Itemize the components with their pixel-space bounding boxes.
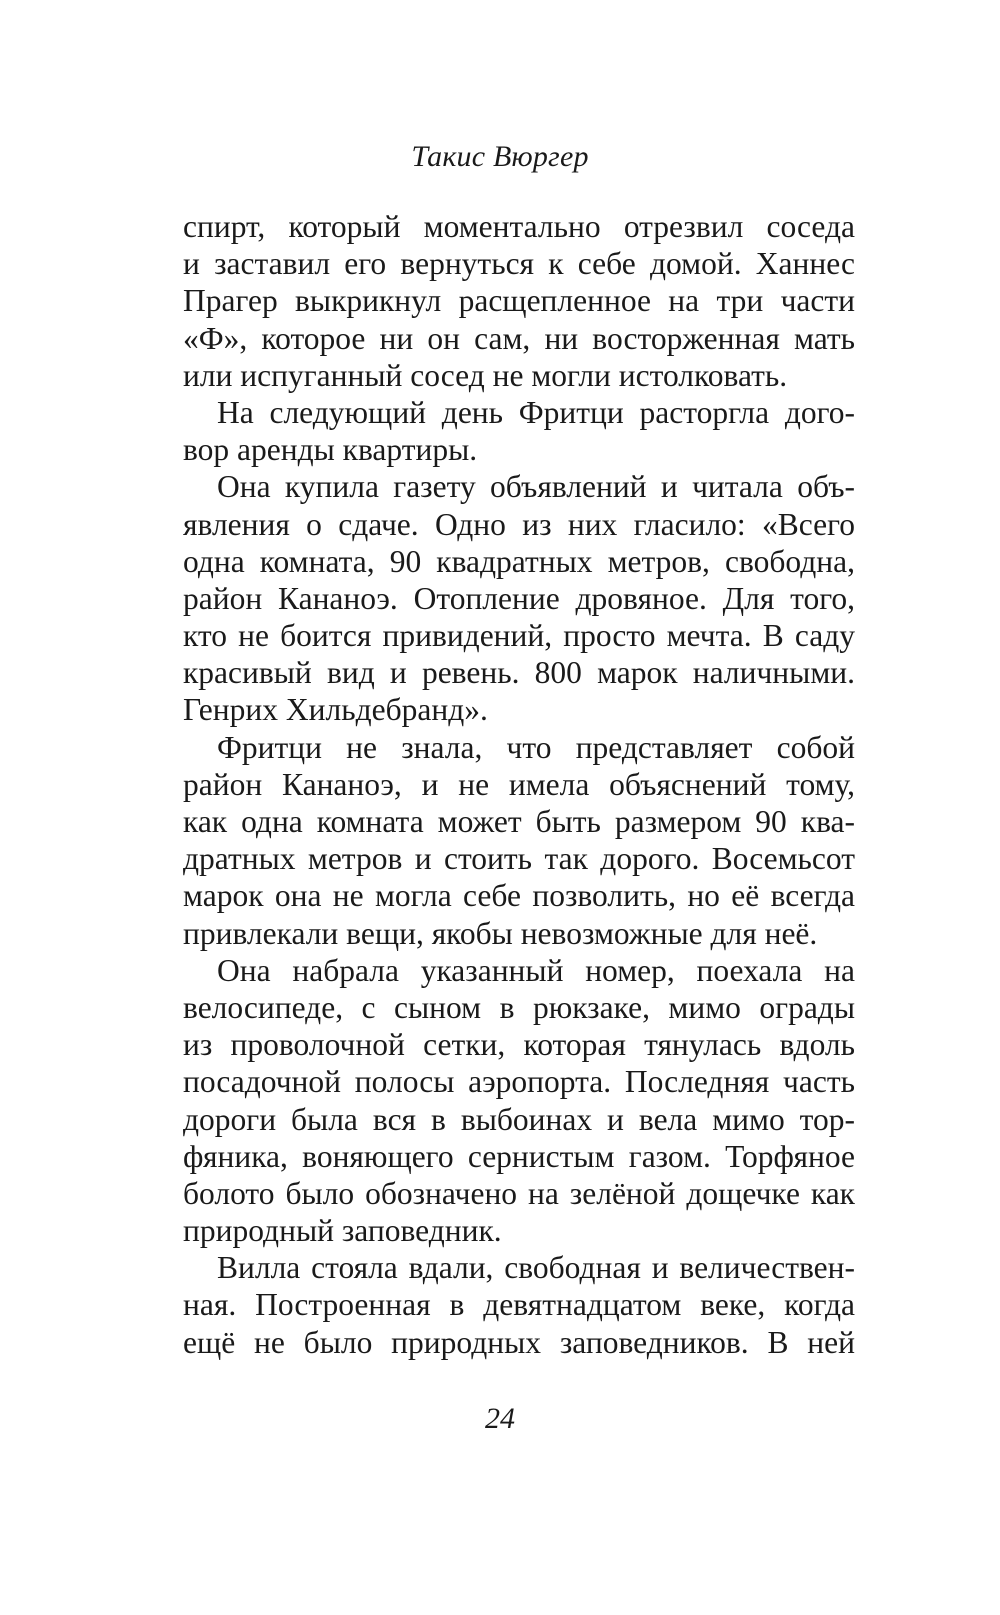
text-line: Генрих Хильдебранд».: [183, 692, 488, 728]
text-line: Прагер выкрикнул расщепленное на три части: [183, 283, 855, 319]
text-line: привлекали вещи, якобы невозможные для неё.: [183, 915, 818, 951]
text-line: район Кананоэ, и не имела объяснений тому,: [183, 766, 855, 802]
text-line: посадочной полосы аэропорта. Последняя часть: [183, 1064, 855, 1100]
text-line: велосипеде, с сыном в рюкзаке, мимо ограды: [183, 989, 855, 1025]
text-line: ещё не было природных заповедников. В ней: [183, 1324, 855, 1360]
text-line: кто не боится привидений, просто мечта. В саду: [183, 618, 855, 654]
text-line: Она купила газету объявлений и читала объ-: [217, 469, 855, 505]
text-line: дороги была вся в выбоинах и вела мимо тор-: [183, 1101, 855, 1137]
text-line: как одна комната может быть размером 90 ква-: [183, 804, 855, 839]
body-text: [183, 208, 855, 1361]
text-line: и заставил его вернуться к себе домой. Ханнес: [183, 246, 855, 282]
text-line: На следующий день Фритци расторгла дого-: [217, 394, 855, 430]
text-line: фяника, воняющего сернистым газом. Торфяное: [183, 1138, 855, 1174]
text-line: явления о сдаче. Одно из них гласило: «Всего: [183, 506, 855, 542]
text-line: Она набрала указанный номер, поехала на: [217, 952, 855, 988]
text-line: болото было обозначено на зелёной дощечке как: [183, 1175, 855, 1211]
text-line: ная. Построенная в девятнадцатом веке, когда: [183, 1287, 855, 1323]
text-line: район Кананоэ. Отопление дровяное. Для того,: [183, 580, 855, 616]
text-line: красивый вид и ревень. 800 марок наличными.: [183, 655, 855, 691]
text-line: природный заповедник.: [183, 1213, 502, 1249]
text-line: спирт, который моментально отрезвил соседа: [183, 209, 855, 244]
text-line: Фритци не знала, что представляет собой: [217, 729, 855, 765]
text-line: «Ф», которое ни он сам, ни восторженная мать: [183, 320, 855, 356]
text-line: Вилла стояла вдали, свободная и величествен-: [217, 1250, 855, 1286]
text-line: из проволочной сетки, которая тянулась вдоль: [183, 1027, 855, 1063]
text-line: марок она не могла себе позволить, но её всегда: [183, 878, 855, 914]
text-line: одна комната, 90 квадратных метров, свободна,: [183, 543, 855, 579]
text-line: или испуганный сосед не могли истолковать.: [183, 357, 788, 393]
text-line: вор аренды квартиры.: [183, 432, 478, 468]
running-header: Такис Вюргер: [411, 140, 589, 173]
text-line: дратных метров и стоить так дорого. Восемьсот: [183, 841, 855, 877]
page-number: 24: [485, 1402, 515, 1435]
